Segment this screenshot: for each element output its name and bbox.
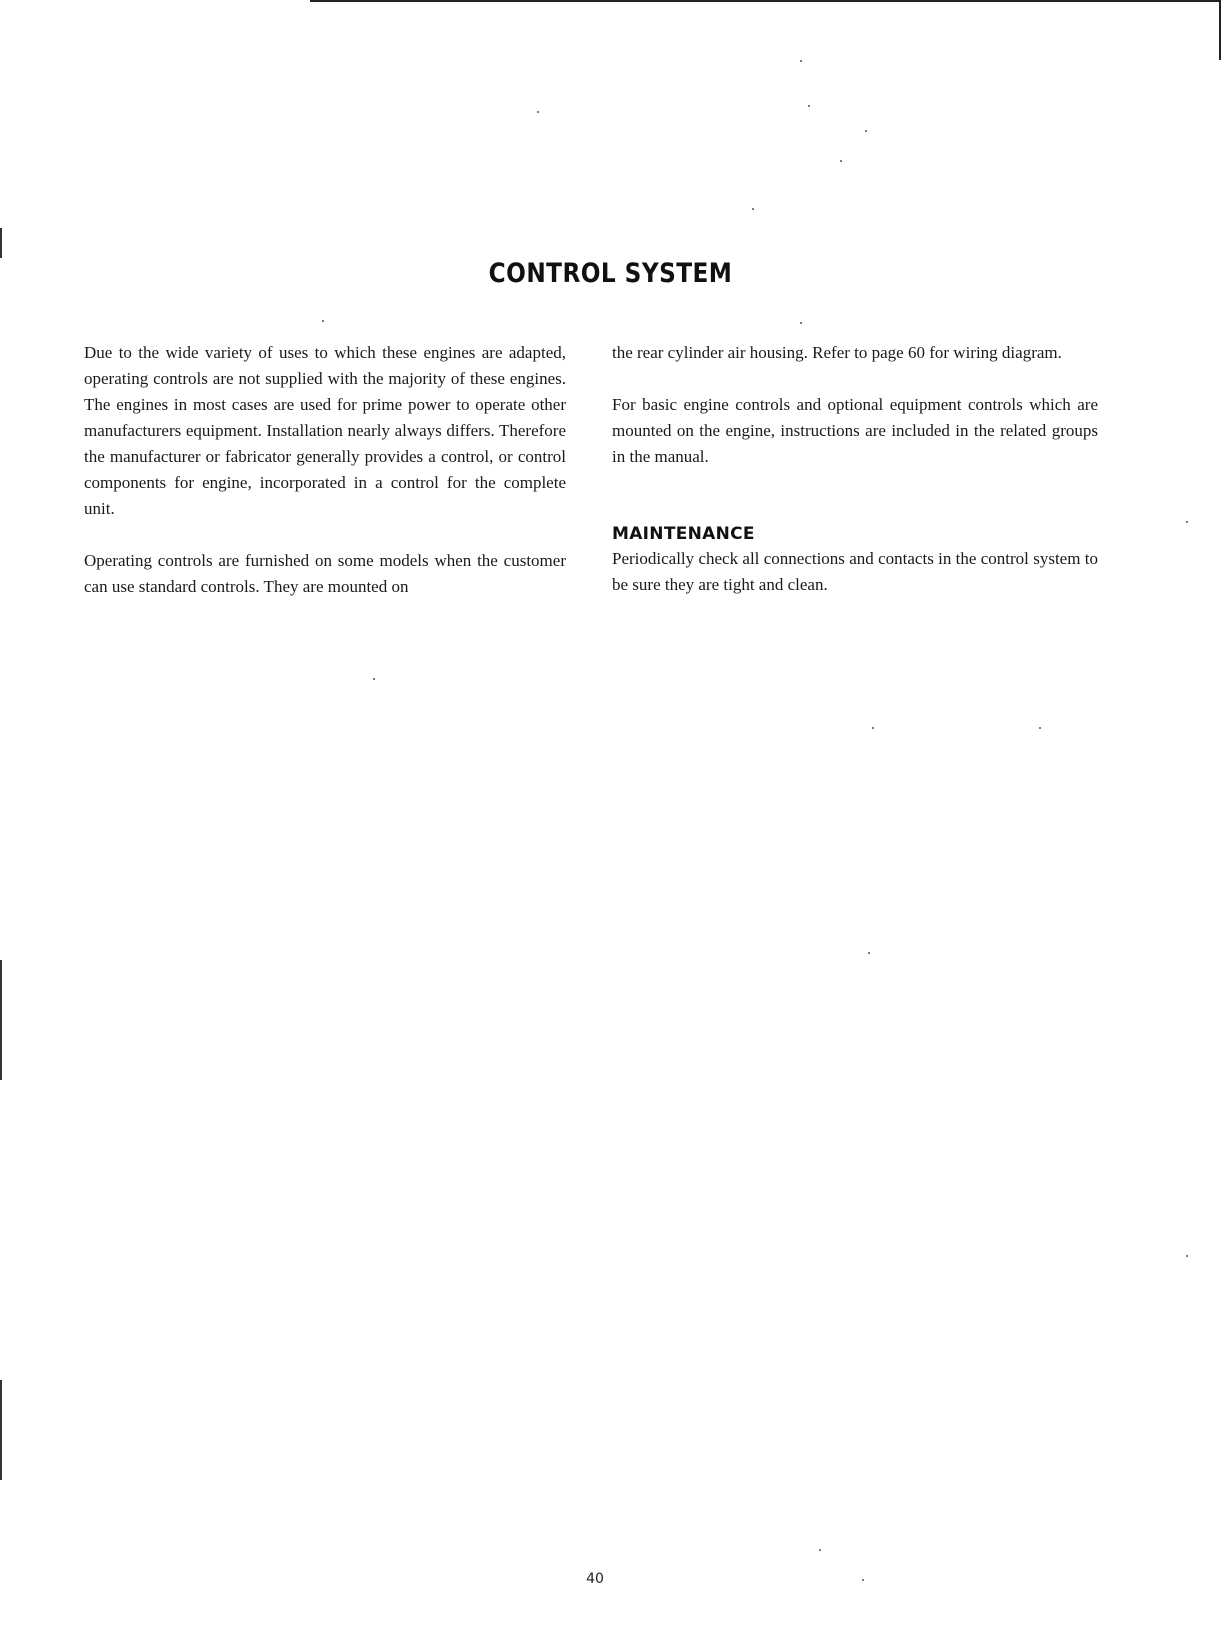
scan-edge-mark xyxy=(0,1380,2,1480)
scan-speck xyxy=(537,111,539,113)
scan-speck xyxy=(1039,727,1041,729)
left-column xyxy=(84,340,566,600)
page-title: CONTROL SYSTEM xyxy=(488,258,733,289)
scan-speck xyxy=(1186,521,1188,523)
right-paragraph-2: For basic engine controls and optional equipment controls which are mounted on the engine, instructions are included in the related groups in the manual. xyxy=(612,395,1098,466)
scan-edge-mark xyxy=(0,960,2,1080)
right-column xyxy=(612,340,1098,598)
right-paragraph-1: the rear cylinder air housing. Refer to page 60 for wiring diagram. xyxy=(612,343,1062,362)
scan-speck xyxy=(808,105,810,107)
maintenance-text: Periodically check all connections and contacts in the control system to be sure they are tight and clean. xyxy=(612,549,1098,594)
scan-speck xyxy=(373,678,375,680)
left-paragraph-1: Due to the wide variety of uses to which these engines are adapted, operating controls are not supplied with the majority of these engines. The engines in most cases are used for prime power to operate other manufacturers equipment. Installation nearly always differs. Therefore the manufacturer or fabricator generally provides a control, or control components for engine, incorporated in a control for the complete unit. xyxy=(84,343,566,518)
paragraph-gap xyxy=(84,522,566,548)
scan-speck xyxy=(1186,1255,1188,1257)
scan-speck xyxy=(800,60,802,62)
scan-border-top xyxy=(310,0,1221,2)
page-number: 40 xyxy=(586,1571,604,1587)
scan-speck xyxy=(840,160,842,162)
scan-speck xyxy=(819,1549,821,1551)
scan-speck xyxy=(862,1579,864,1581)
scan-speck xyxy=(800,322,802,324)
paragraph-gap xyxy=(612,470,1098,522)
paragraph-gap xyxy=(612,366,1098,392)
scan-edge-mark xyxy=(0,228,2,258)
scan-speck xyxy=(868,952,870,954)
scan-speck xyxy=(865,130,867,132)
left-paragraph-2: Operating controls are furnished on some models when the customer can use standard controls. They are mounted on xyxy=(84,551,566,596)
scan-speck xyxy=(322,320,324,322)
scan-speck xyxy=(872,727,874,729)
scan-speck xyxy=(752,208,754,210)
maintenance-heading: MAINTENANCE xyxy=(612,524,755,544)
